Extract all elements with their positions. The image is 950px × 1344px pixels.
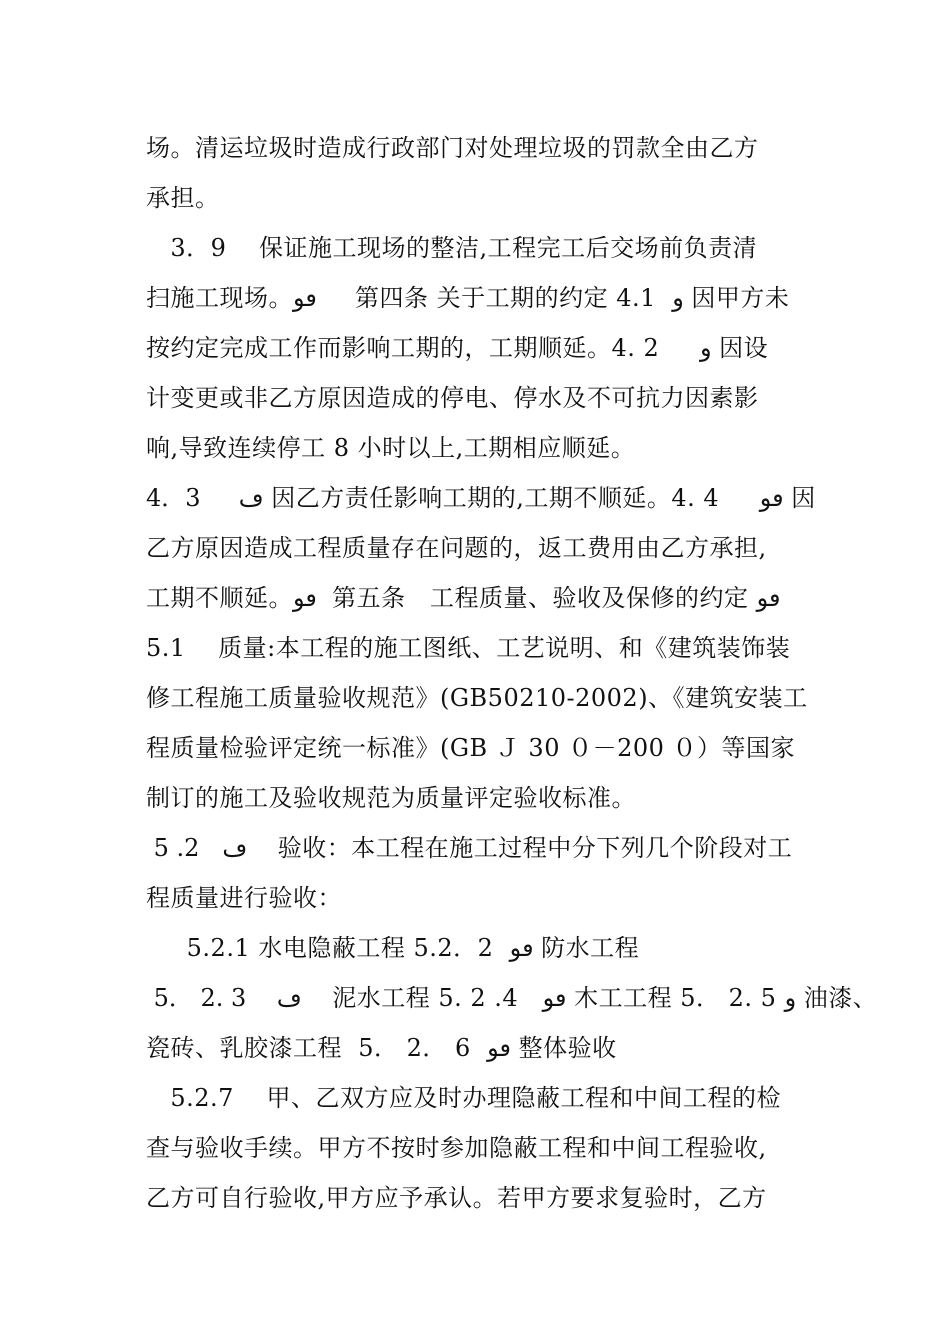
text-line: 扫施工现场。ڡو 第四条 关于工期的约定 4.1 و 因甲方未 (146, 284, 790, 312)
text-line: 瓷砖、乳胶漆工程 5． 2． 6 ڡو 整体验收 (146, 1034, 617, 1062)
text-line: 5.2.7 甲、乙双方应及时办理隐蔽工程和中间工程的检 (146, 1084, 781, 1112)
text-line: 程质量进行验收： (146, 884, 342, 912)
text-line: 5． 2. 3 ڡ 泥水工程 5. 2 .4 ڡو 木工工程 5． 2. 5 و 油漆、 (146, 984, 878, 1012)
text-line: 响,导致连续停工 8 小时以上,工期相应顺延。 (146, 434, 636, 462)
text-line: 5.2.1 水电隐蔽工程 5.2．2 ڡو 防水工程 (146, 934, 640, 962)
text-line: 修工程施工质量验收规范》(GB50210-2002)、《建筑安装工 (146, 684, 808, 712)
text-line: 程质量检验评定统一标准》(GB Ｊ 30 ０－200 ０）等国家 (146, 734, 796, 762)
text-line: 3．9 保证施工现场的整洁,工程完工后交场前负责清 (146, 234, 758, 262)
text-line: 按约定完成工作而影响工期的，工期顺延。4. 2 و 因设 (146, 334, 769, 362)
text-line: 5.1 质量:本工程的施工图纸、工艺说明、和《建筑装饰装 (146, 634, 791, 662)
text-line: 5 .2 ڡ 验收：本工程在施工过程中分下列几个阶段对工 (146, 834, 793, 862)
text-line: 乙方可自行验收,甲方应予承认。若甲方要求复验时，乙方 (146, 1184, 767, 1212)
text-line: 查与验收手续。甲方不按时参加隐蔽工程和中间工程验收, (146, 1134, 767, 1162)
text-line: 承担。 (146, 184, 220, 212)
text-line: 计变更或非乙方原因造成的停电、停水及不可抗力因素影 (146, 384, 759, 412)
text-line: 制订的施工及验收规范为质量评定验收标准。 (146, 784, 636, 812)
text-line: 乙方原因造成工程质量存在问题的，返工费用由乙方承担, (146, 534, 767, 562)
text-line: 工期不顺延。ڡو 第五条 工程质量、验收及保修的约定 ڡو (146, 584, 781, 612)
text-line: 场。清运垃圾时造成行政部门对处理垃圾的罚款全由乙方 (146, 134, 759, 162)
text-line: 4．3 ڡ 因乙方责任影响工期的,工期不顺延。4. 4 ڡو 因 (146, 484, 816, 512)
